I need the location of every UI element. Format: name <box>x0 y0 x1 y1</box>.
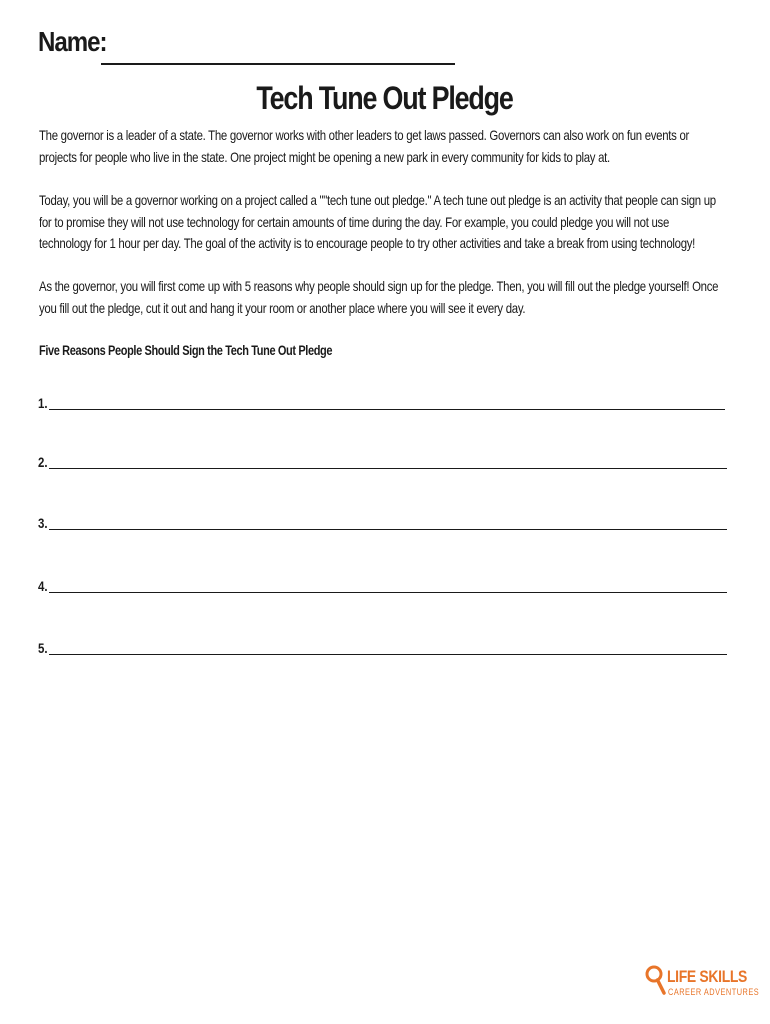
reason-answer-line[interactable] <box>49 468 727 469</box>
task-paragraph: Today, you will be a governor working on a project called a ""tech tune out pledge." A tech tune out pledge is an activity that people can sign up for to promise they will not use technology for certain amounts of time during the day. For example, you could pledge you will not use technology for 1 hour per day. The goal of the activity is to encourage people to try other activities and take a break from using technology! <box>39 193 716 251</box>
reason-number: 1. <box>38 395 48 411</box>
logo-sub-text: CAREER ADVENTURES <box>668 987 760 997</box>
page-title-text: Tech Tune Out Pledge <box>256 80 514 116</box>
reason-answer-line[interactable] <box>49 529 727 530</box>
instructions-paragraph: As the governor, you will first come up with 5 reasons why people should sign up for the pledge. Then, you will fill out the pledge yourself! Once you fill out the pledge, cut it out and hang it your room or another place where you will see it every day. <box>39 279 719 316</box>
name-row <box>38 28 118 56</box>
reason-number: 4. <box>38 578 48 594</box>
magnifier-icon <box>645 963 669 1005</box>
reason-number: 3. <box>38 515 48 531</box>
reason-number: 2. <box>38 454 48 470</box>
reasons-heading: Five Reasons People Should Sign the Tech Tune Out Pledge <box>39 343 333 358</box>
reason-number: 5. <box>38 640 48 656</box>
logo-main-text: LIFE SKILLS <box>667 967 748 986</box>
intro-paragraph: The governor is a leader of a state. The governor works with other leaders to get laws passed. Governors can also work on fun events or projects for people who live in the state. One project might be opening a new park in every community for kids to play at. <box>39 128 690 165</box>
reason-answer-line[interactable] <box>49 592 727 593</box>
name-label: Name: <box>38 26 107 57</box>
name-field[interactable] <box>101 63 455 65</box>
page-title <box>0 82 770 114</box>
reason-answer-line[interactable] <box>49 654 727 655</box>
reason-answer-line[interactable] <box>49 409 725 410</box>
life-skills-logo <box>645 963 760 1007</box>
